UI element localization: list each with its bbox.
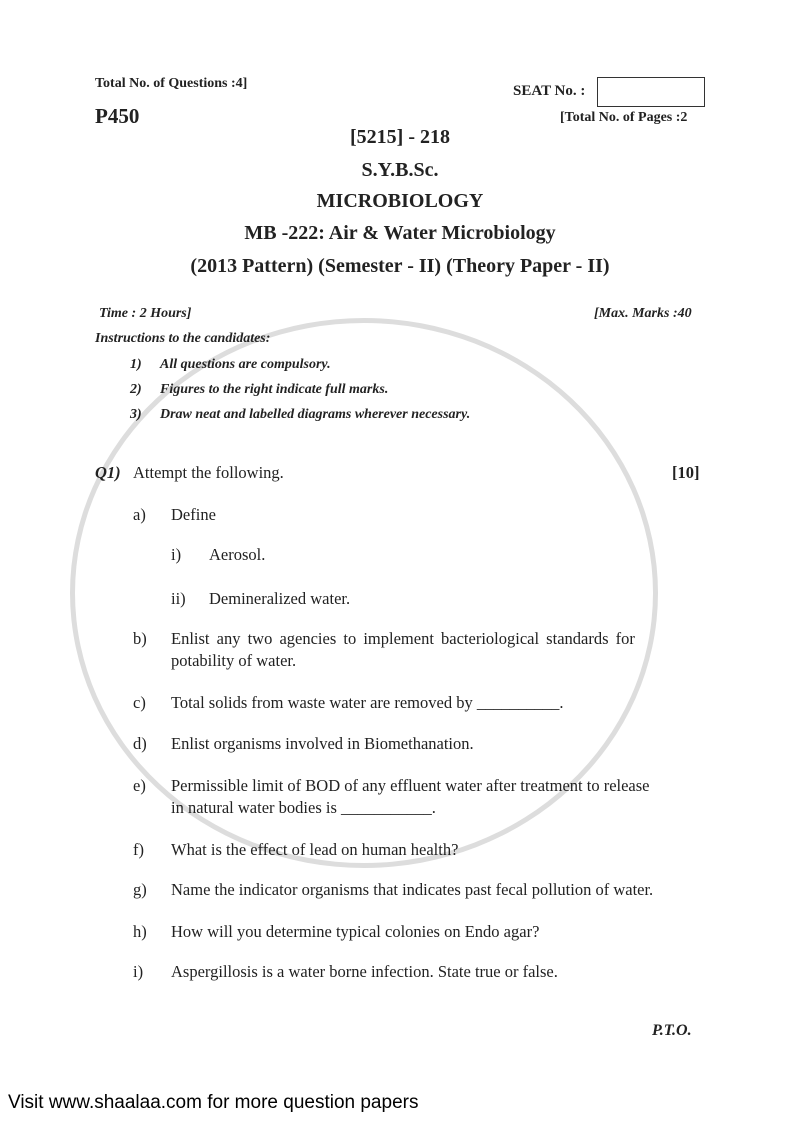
instruction-text: Figures to the right indicate full marks.: [160, 382, 389, 397]
item-number: i): [171, 545, 182, 564]
instruction-text: Draw neat and labelled diagrams wherever necessary.: [160, 407, 471, 422]
item-text: Aspergillosis is a water borne infection. State true or false.: [171, 962, 558, 981]
item-number: g): [133, 880, 147, 899]
instruction-number: 1): [130, 357, 142, 372]
seat-number-box: [597, 77, 705, 107]
item-number: f): [133, 840, 144, 859]
item-number: c): [133, 693, 146, 712]
pto: P.T.O.: [652, 1022, 692, 1039]
exam-code: [5215] - 218: [350, 126, 450, 148]
pattern: (2013 Pattern) (Semester - II) (Theory Paper - II): [190, 255, 610, 277]
paper-code: P450: [95, 104, 140, 128]
item-text: Enlist organisms involved in Biomethanation.: [171, 734, 474, 753]
course: S.Y.B.Sc.: [361, 159, 439, 181]
total-questions: Total No. of Questions :4]: [95, 76, 248, 91]
time: Time : 2 Hours]: [99, 306, 192, 321]
item-text: Name the indicator organisms that indicates past fecal pollution of water.: [171, 880, 654, 899]
seat-label: SEAT No. :: [513, 83, 586, 99]
item-text-cont: potability of water.: [171, 651, 297, 670]
item-text: Permissible limit of BOD of any effluent water after treatment to release: [171, 776, 650, 795]
item-text: What is the effect of lead on human health?: [171, 840, 459, 859]
item-number: e): [133, 776, 146, 795]
item-number: ii): [171, 589, 186, 608]
question-marks: [10]: [672, 463, 700, 482]
instructions-title: Instructions to the candidates:: [95, 331, 271, 346]
item-text: Aerosol.: [209, 545, 266, 564]
footer-link[interactable]: Visit www.shaalaa.com for more question papers: [8, 1092, 419, 1113]
item-number: d): [133, 734, 147, 753]
item-text: How will you determine typical colonies on Endo agar?: [171, 922, 540, 941]
instruction-number: 2): [130, 382, 142, 397]
subject: MICROBIOLOGY: [316, 190, 484, 212]
item-text: Define: [171, 505, 216, 524]
item-number: i): [133, 962, 144, 981]
item-number: a): [133, 505, 146, 524]
item-number: h): [133, 922, 147, 941]
paper-title: MB -222: Air & Water Microbiology: [244, 222, 556, 244]
total-pages: [Total No. of Pages :2: [560, 110, 688, 125]
instruction-text: All questions are compulsory.: [160, 357, 331, 372]
item-text-cont: in natural water bodies is ___________.: [171, 798, 436, 817]
item-text: Demineralized water.: [209, 589, 351, 608]
item-number: b): [133, 629, 147, 648]
item-text: Enlist any two agencies to implement bacteriological standards for: [171, 629, 635, 648]
max-marks: [Max. Marks :40: [594, 306, 692, 321]
item-text: Total solids from waste water are removed by __________.: [171, 693, 564, 712]
question-label: Q1): [95, 463, 121, 482]
instruction-number: 3): [130, 407, 142, 422]
question-text: Attempt the following.: [133, 463, 284, 482]
